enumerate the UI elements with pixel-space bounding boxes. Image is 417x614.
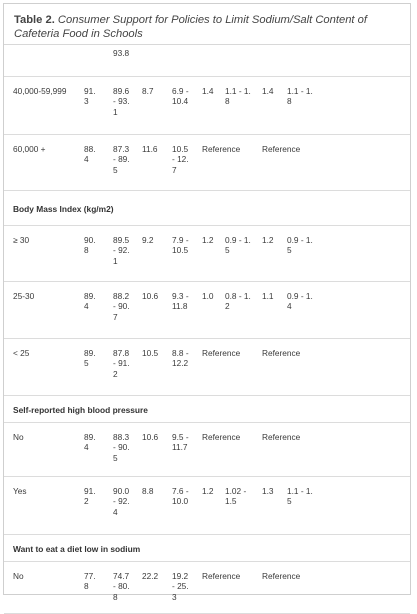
cell-ci-ratio-1: 1.1 - 1.8 xyxy=(225,86,251,107)
cell-ratio-1: 1.2 xyxy=(202,235,214,245)
cell-ci-oppose: 8.8 - 12.2 xyxy=(172,348,189,369)
cell-ci-oppose: 7.9 - 10.5 xyxy=(172,235,189,256)
cell-mean: 88.4 xyxy=(84,144,96,165)
cell-ratio-1: Reference xyxy=(202,348,241,358)
cell-mean: 89.5 xyxy=(84,348,96,369)
cell-ratio-2: Reference xyxy=(262,571,301,581)
cell-ratio-2: 1.3 xyxy=(262,486,274,496)
cell-ratio-2: Reference xyxy=(262,144,301,154)
section-heading: Self-reported high blood pressure xyxy=(13,405,148,415)
cell-mean: 89.4 xyxy=(84,291,96,312)
cell-pct-oppose: 10.6 xyxy=(142,291,159,301)
cell-ci-oppose: 7.6 - 10.0 xyxy=(172,486,189,507)
cell-label: 60,000 + xyxy=(13,144,46,154)
table-row xyxy=(4,135,410,191)
cell-ratio-1: Reference xyxy=(202,571,241,581)
cell-ratio-1: 1.0 xyxy=(202,291,214,301)
cell-ratio-2: Reference xyxy=(262,348,301,358)
cell-label: Yes xyxy=(13,486,27,496)
cell-ci-oppose: 9.3 - 11.8 xyxy=(172,291,189,312)
cell-ci-ratio-1: 0.9 - 1.5 xyxy=(225,235,251,256)
section-heading-row xyxy=(4,191,410,226)
section-heading-row xyxy=(4,396,410,423)
table-row xyxy=(4,77,410,135)
cell-ci: 88.2 - 90.7 xyxy=(113,291,130,322)
cell-mean: 77.8 xyxy=(84,571,96,592)
cell-pct-oppose: 22.2 xyxy=(142,571,159,581)
table-row xyxy=(4,423,410,477)
table-row xyxy=(4,44,410,77)
table-row xyxy=(4,562,410,614)
cell-ci-ratio-1: 1.02 - 1.5 xyxy=(225,486,247,507)
cell-ci-ratio-1: 0.8 - 1.2 xyxy=(225,291,251,312)
cell-mean: 89.4 xyxy=(84,432,96,453)
cell-ci: 90.0 - 92.4 xyxy=(113,486,130,517)
cell-ratio-2: 1.1 xyxy=(262,291,274,301)
caption-label: Table 2. xyxy=(14,14,55,26)
cell-mean: 90.8 xyxy=(84,235,96,256)
table-row xyxy=(4,226,410,282)
cell-pct-oppose: 10.6 xyxy=(142,432,159,442)
section-heading: Want to eat a diet low in sodium xyxy=(13,544,141,554)
cell-ratio-1: 1.4 xyxy=(202,86,214,96)
cell-ratio-1: Reference xyxy=(202,432,241,442)
cell-label: No xyxy=(13,432,24,442)
caption-text: Consumer Support for Policies to Limit Sodium/Salt Content of Cafeteria Food in Schools xyxy=(14,14,367,40)
cell-ci-ratio-2: 0.9 - 1.4 xyxy=(287,291,313,312)
cell-mean: 91.3 xyxy=(84,86,96,107)
cell-ci-ratio-2: 1.1 - 1.5 xyxy=(287,486,313,507)
table-row xyxy=(4,339,410,396)
table-row xyxy=(4,477,410,535)
cell-pct-oppose: 10.5 xyxy=(142,348,159,358)
data-table xyxy=(4,44,410,614)
cell-ci: 89.5 - 92.1 xyxy=(113,235,130,266)
cell-pct-oppose: 8.8 xyxy=(142,486,154,496)
cell-ci: 93.8 xyxy=(113,48,130,58)
cell-ci-oppose: 10.5 - 12.7 xyxy=(172,144,189,175)
cell-ci: 74.7 - 80.8 xyxy=(113,571,130,602)
cell-ci: 87.3 - 89.5 xyxy=(113,144,130,175)
cell-ratio-1: 1.2 xyxy=(202,486,214,496)
table-row xyxy=(4,282,410,339)
cell-pct-oppose: 9.2 xyxy=(142,235,154,245)
cell-label: < 25 xyxy=(13,348,30,358)
cell-ci-oppose: 6.9 - 10.4 xyxy=(172,86,189,107)
cell-pct-oppose: 8.7 xyxy=(142,86,154,96)
cell-ratio-2: 1.2 xyxy=(262,235,274,245)
cell-ci-oppose: 19.2 - 25.3 xyxy=(172,571,189,602)
cell-ci-ratio-2: 1.1 - 1.8 xyxy=(287,86,313,107)
cell-ci-oppose: 9.5 - 11.7 xyxy=(172,432,189,453)
cell-label: 25-30 xyxy=(13,291,35,301)
cell-mean: 91.2 xyxy=(84,486,96,507)
table-caption xyxy=(4,4,410,41)
table-frame xyxy=(3,3,411,602)
cell-ratio-1: Reference xyxy=(202,144,241,154)
cell-label: ≥ 30 xyxy=(13,235,30,245)
cell-ci: 87.8 - 91.2 xyxy=(113,348,130,379)
cell-label: 40,000-59,999 xyxy=(13,86,67,96)
section-heading-row xyxy=(4,535,410,562)
cell-ci-ratio-2: 0.9 - 1.5 xyxy=(287,235,313,256)
cell-ratio-2: Reference xyxy=(262,432,301,442)
cell-ci: 88.3 - 90.5 xyxy=(113,432,130,463)
section-heading: Body Mass Index (kg/m2) xyxy=(13,204,114,214)
cell-pct-oppose: 11.6 xyxy=(142,144,158,154)
cell-label: No xyxy=(13,571,24,581)
cell-ci: 89.6 - 93.1 xyxy=(113,86,130,117)
cell-ratio-2: 1.4 xyxy=(262,86,274,96)
